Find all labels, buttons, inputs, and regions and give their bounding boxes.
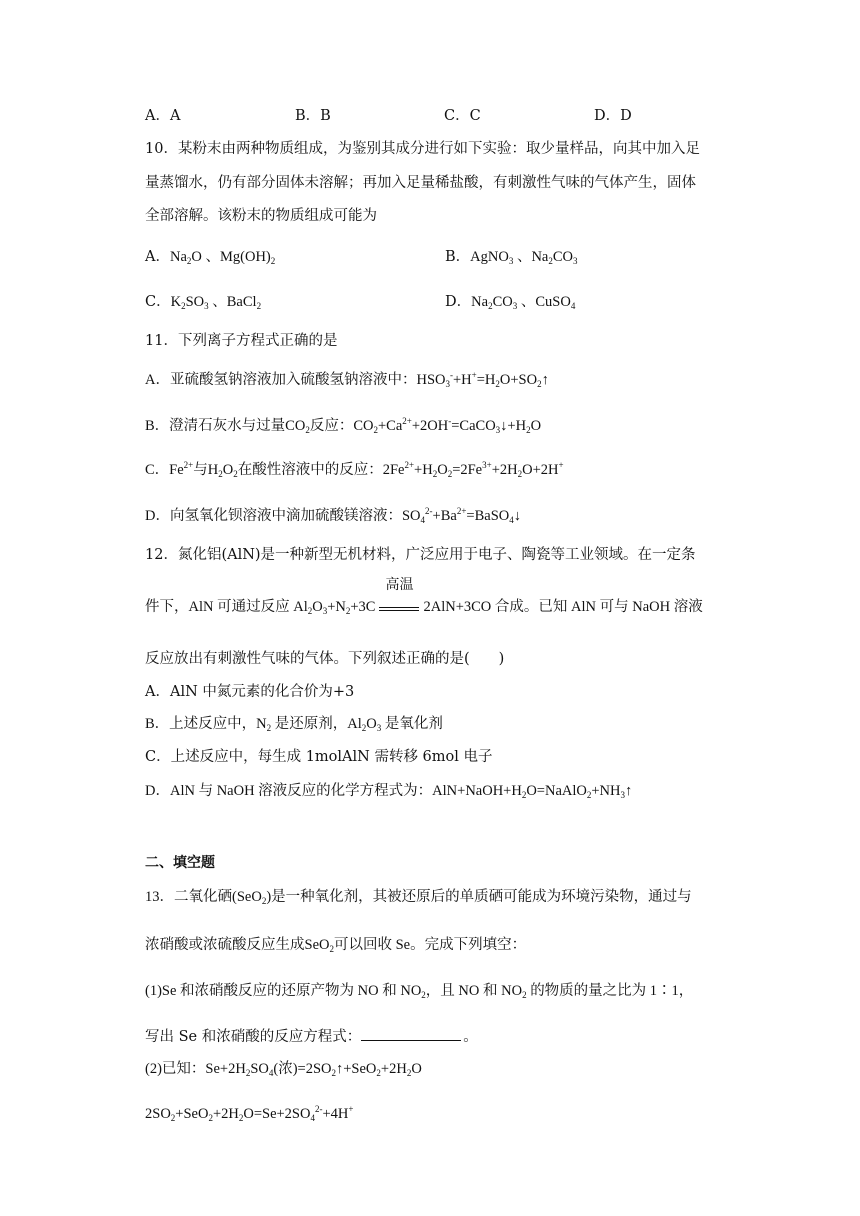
q10-option-c-label: C． bbox=[145, 294, 171, 310]
q10-options-row-2 bbox=[145, 292, 745, 312]
q12-stem-line-3: 反应放出有刺激性气味的气体。下列叙述正确的是( ) bbox=[145, 651, 505, 667]
q11-option-a-text: A．亚硫酸氢钠溶液加入硫酸氢钠溶液中： bbox=[145, 372, 417, 388]
q10-stem-line-3: 全部溶解。该粉末的物质组成可能为 bbox=[145, 208, 377, 224]
q13-part1-line-1: (1)Se 和浓硝酸反应的还原产物为 NO 和 $NO_2$，且 NO 和 $NO_2$ 的物质的量之比为 1∶1， bbox=[145, 983, 694, 1000]
q10-option-d[interactable]: D．$Na_2CO_3$ 、CuSO$_4$ bbox=[445, 294, 576, 311]
q13-part1-end: 。 bbox=[463, 1029, 478, 1045]
section-title: 二、填空题 bbox=[145, 855, 215, 871]
q13-part1-line-2 bbox=[145, 1026, 478, 1047]
q10-stem-line-2: 量蒸馏水，仍有部分固体未溶解；再加入足量稀盐酸，有刺激性气味的气体产生，固体 bbox=[145, 175, 696, 191]
q10-option-a-label: A． bbox=[145, 249, 170, 265]
q10-stem-line-1: 10．某粉末由两种物质组成，为鉴别其成分进行如下实验：取少量样品，向其中加入足 bbox=[145, 141, 700, 157]
q9-option-b[interactable]: B．B bbox=[295, 108, 331, 124]
q12-stem-line-2: 件下，AlN 可通过反应 $Al_2O_3+N_2+3C$ 高温 2AlN+3CO 合成。已知 AlN 可与 NaOH 溶液 bbox=[145, 578, 703, 616]
q9-option-c[interactable]: C．C bbox=[444, 108, 481, 124]
q11-option-b[interactable]: B．澄清石灰水与过量$CO_2$反应：$CO_2+Ca^{2+}+2OH^-=CaCO_3↓+H_2O$ bbox=[145, 416, 542, 435]
q11-stem: 11．下列离子方程式正确的是 bbox=[145, 333, 338, 349]
q13-part2-line-2: $2SO_2+SeO_2+2H_2O=Se+2SO_4^{2-}+4H^+$ bbox=[145, 1104, 354, 1123]
q13-stem-line-2: 浓硝酸或浓硫酸反应生成SeO$_2$可以回收 Se。完成下列填空： bbox=[145, 937, 527, 954]
q9-option-d[interactable]: D．D bbox=[594, 108, 632, 124]
q10-option-b[interactable]: B．AgNO$_3$ 、$Na_2CO_3$ bbox=[445, 249, 578, 266]
q12-option-a[interactable]: A．AlN 中氮元素的化合价为+3 bbox=[145, 684, 355, 700]
q9-option-a[interactable]: A．A bbox=[145, 108, 181, 124]
q13-part1-prompt: 写出 Se 和浓硝酸的反应方程式： bbox=[145, 1029, 362, 1045]
q12-stem-line-2-end: 2AlN+3CO 合成。已知 AlN 可与 NaOH 溶液 bbox=[423, 599, 703, 615]
q13-part2-pre: (2)已知： bbox=[145, 1061, 206, 1077]
q12-option-b[interactable]: B．上述反应中，$N_2$ 是还原剂，$Al_2O_3$ 是氧化剂 bbox=[145, 716, 443, 733]
q12-option-d[interactable]: D．AlN 与 NaOH 溶液反应的化学方程式为：$AlN+NaOH+H_2O=NaAlO_2+NH_3↑$ bbox=[145, 783, 633, 800]
q10-option-d-label: D． bbox=[445, 294, 472, 310]
q12-stem-line-1: 12．氮化铝(AlN)是一种新型无机材料，广泛应用于电子、陶瓷等工业领域。在一定条 bbox=[145, 547, 696, 563]
answer-blank[interactable] bbox=[361, 1026, 461, 1041]
q11-option-d-text: D．向氢氧化钡溶液中滴加硫酸镁溶液： bbox=[145, 508, 402, 524]
q10-option-b-label: B． bbox=[445, 249, 471, 265]
q12-option-c[interactable]: C．上述反应中，每生成 1molAlN 需转移 6mol 电子 bbox=[145, 749, 493, 765]
reaction-condition-arrow bbox=[379, 578, 419, 611]
q11-option-a[interactable]: A．亚硫酸氢钠溶液加入硫酸氢钠溶液中：$HSO_3^-+H^+=H_2O+SO_2↑$ bbox=[145, 370, 549, 389]
q10-option-a[interactable]: A．$Na_2O$ 、$Mg(OH)_2$ bbox=[145, 249, 276, 266]
q11-option-c[interactable]: C．$Fe^{2+}$与$H_2O_2$在酸性溶液中的反应：$2Fe^{2+}+H_2O_2=2Fe^{3+}+2H_2O+2H^+$ bbox=[145, 460, 564, 479]
reaction-condition: 高温 bbox=[385, 578, 414, 593]
q13-stem-line-1: 13．二氧化硒(SeO$_2$)是一种氧化剂，其被还原后的单质硒可能成为环境污染物，通过与 bbox=[145, 889, 692, 906]
q10-options-row-1 bbox=[145, 247, 745, 267]
q13-part2-line-1: (2)已知：$Se+2H_2SO_4$(浓)$=2SO_2↑+SeO_2+2H_2O$ bbox=[145, 1061, 422, 1078]
q10-option-c[interactable]: C．$K_2SO_3$ 、BaCl$_2$ bbox=[145, 294, 262, 311]
q11-option-d[interactable]: D．向氢氧化钡溶液中滴加硫酸镁溶液：$SO_4^{2-}+Ba^{2+}=BaSO_4↓$ bbox=[145, 506, 521, 525]
q9-options bbox=[145, 106, 745, 126]
